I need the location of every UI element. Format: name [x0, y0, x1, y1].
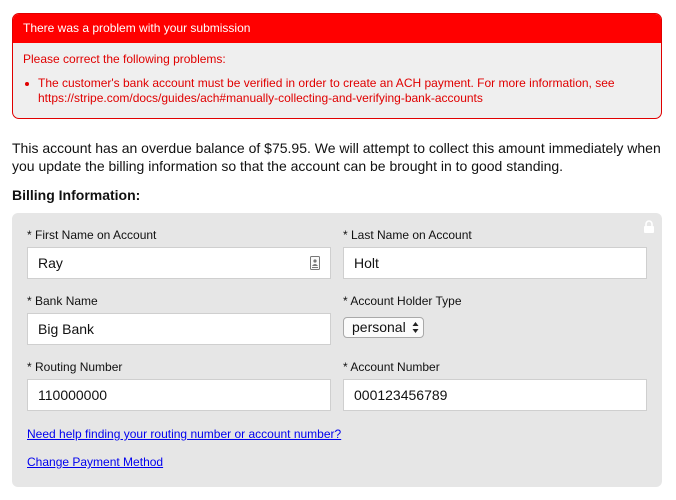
- routing-help-link[interactable]: Need help finding your routing number or account number?: [27, 427, 342, 441]
- error-intro: Please correct the following problems:: [23, 52, 226, 66]
- overdue-notice: This account has an overdue balance of $75.95. We will attempt to collect this amount immediately when you update the billing information so that the account can be brought in to good standing.: [12, 140, 661, 174]
- account-holder-type-select[interactable]: [343, 317, 424, 338]
- routing-number-input[interactable]: [27, 379, 331, 411]
- bank-name-input[interactable]: [27, 313, 331, 345]
- billing-panel: [12, 213, 662, 487]
- routing-number-label: * Routing Number: [27, 360, 123, 374]
- select-arrows-icon: [412, 321, 419, 334]
- contact-card-icon[interactable]: [310, 256, 320, 270]
- first-name-input[interactable]: [27, 247, 331, 279]
- error-body: [13, 43, 661, 106]
- account-number-input[interactable]: [343, 379, 647, 411]
- error-list: [23, 76, 651, 106]
- lock-icon: [643, 220, 655, 233]
- error-title: There was a problem with your submission: [13, 14, 661, 43]
- billing-title: Billing Information:: [12, 187, 141, 203]
- last-name-label: * Last Name on Account: [343, 228, 472, 242]
- account-holder-type-value: personal: [352, 319, 406, 335]
- error-item: The customer's bank account must be verified in order to create an ACH payment. For more information, see https://stripe.com/docs/guides/ach#manually-collecting-and-verifying-bank-accounts: [23, 76, 651, 106]
- first-name-label: * First Name on Account: [27, 228, 157, 242]
- bank-name-label: * Bank Name: [27, 294, 98, 308]
- last-name-input[interactable]: [343, 247, 647, 279]
- account-holder-type-label: * Account Holder Type: [343, 294, 462, 308]
- change-payment-method-link[interactable]: Change Payment Method: [27, 455, 164, 469]
- error-alert: [12, 13, 662, 119]
- account-number-label: * Account Number: [343, 360, 440, 374]
